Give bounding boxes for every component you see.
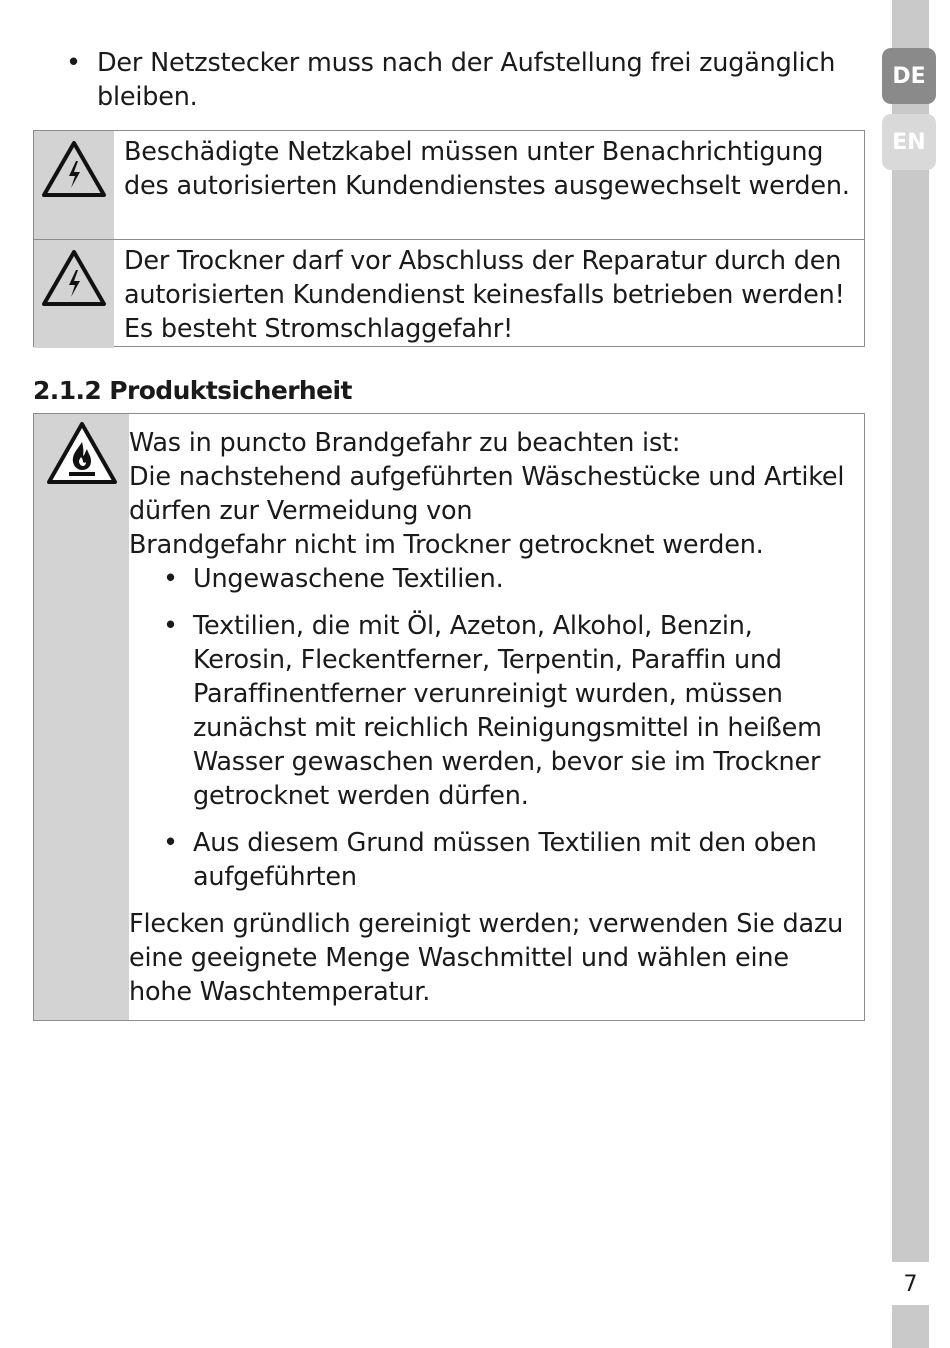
list-item-text: Aus diesem Grund müssen Textilien mit den oben aufgeführten [193,828,817,892]
electric-hazard-icon [40,248,108,308]
bullet-dot: • [163,828,178,858]
bullet-dot: • [163,611,178,641]
intro-bullet [60,46,860,114]
fire-heading: Was in puncto Brandgefahr zu beachten ist: [129,428,681,458]
warning-row [34,131,864,239]
list-item [129,562,858,596]
list-item-text: Textilien, die mit Öl, Azeton, Alkohol, Benzin, Kerosin, Fleckentferner, Terpentin, Paraffin und Paraffinentferner verunreinigt wurden, müssen zunächst mit reichlich Reinigungsmittel in heißem Wasser gewaschen werden, bevor sie im Trockner getrocknet werden dürfen. [193,611,822,811]
lang-tab-de[interactable]: DE [882,48,936,104]
lang-tab-en[interactable]: EN [882,114,936,170]
section-title: 2.1.2 Produktsicherheit [33,376,352,405]
fire-warning-content [129,414,864,1020]
fire-closing-text: Flecken gründlich gereinigt werden; verwenden Sie dazu eine geeignete Menge Waschmittel und wählen eine hohe Waschtemperatur. [129,909,844,1007]
bullet-dot: • [163,564,178,594]
language-sidebar [892,0,929,1262]
list-item-text: Ungewaschene Textilien. [193,564,504,594]
fire-intro-2: Brandgefahr nicht im Trockner getrocknet werden. [129,530,764,560]
sidebar-footer-bar [892,1305,929,1348]
page-number: 7 [903,1272,918,1297]
warning-icon-cell [34,131,114,239]
intro-bullet-text: Der Netzstecker muss nach der Aufstellung frei zugänglich bleiben. [97,48,836,112]
fire-warning-box [33,413,865,1021]
warning-icon-cell [34,240,114,348]
fire-icon-cell [34,414,129,1020]
warning-text: Beschädigte Netzkabel müssen unter Benachrichtigung des autorisierten Kundendienstes ausgewechselt werden. [124,137,850,201]
fire-hazard-icon [45,420,119,486]
warning-text: Der Trockner darf vor Abschluss der Reparatur durch den autorisierten Kundendienst keinesfalls betrieben werden! Es besteht Stromschlaggefahr! [124,246,845,344]
bullet-dot: • [66,48,81,78]
fire-intro-1: Die nachstehend aufgeführten Wäschestücke und Artikel dürfen zur Vermeidung von [129,462,845,526]
list-item [129,826,858,894]
warning-row [34,239,864,348]
list-item [129,609,858,813]
fire-item-list [129,562,858,894]
electric-hazard-icon [40,139,108,199]
electrical-warning-box [33,130,865,347]
